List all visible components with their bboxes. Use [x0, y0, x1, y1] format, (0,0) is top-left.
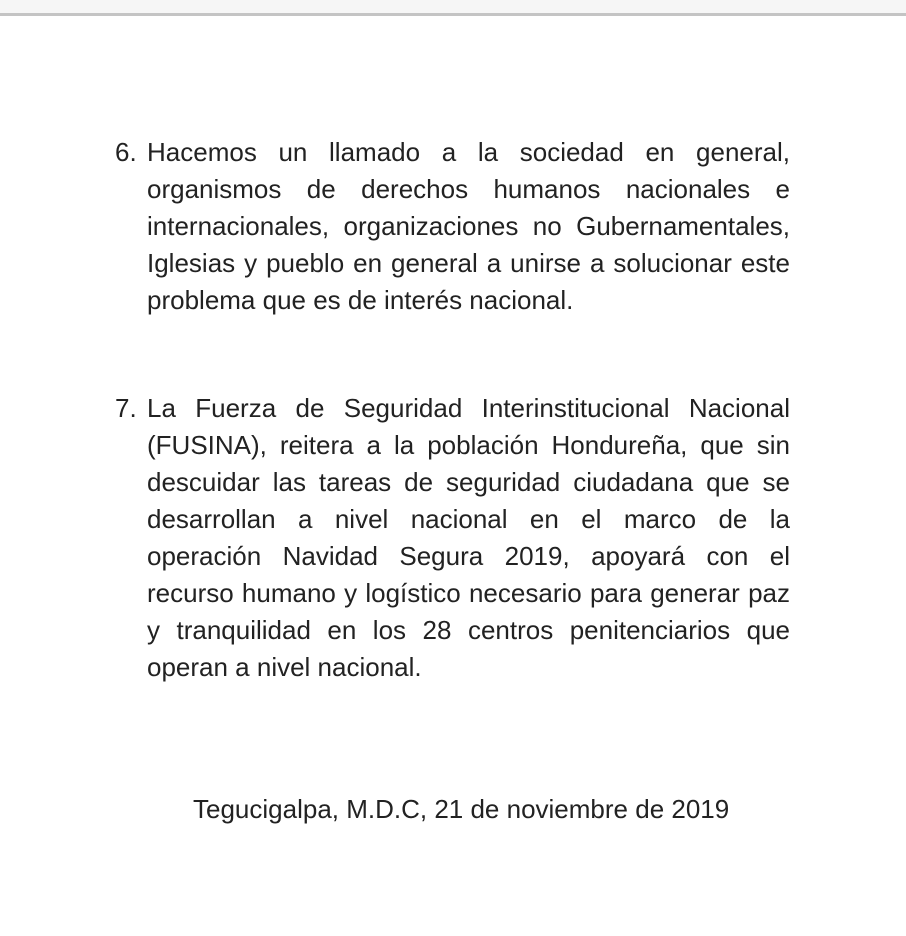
- numbered-paragraph-7: [115, 390, 790, 686]
- numbered-paragraph-6: [115, 134, 790, 319]
- document-page: [0, 16, 906, 936]
- place-and-date: Tegucigalpa, M.D.C, 21 de noviembre de 2019: [193, 794, 730, 824]
- viewer-top-bar: [0, 0, 906, 13]
- paragraph-text: La Fuerza de Seguridad Interinstitucional Nacional (FUSINA), reitera a la población Hondureña, que sin descuidar las tareas de seguridad ciudadana que se desarrollan a nivel nacional en el marco de la operación Navidad Segura 2019, apoyará con el recurso humano y logístico necesario para generar paz y tranquilidad en los 28 centros penitenciarios que operan a nivel nacional.: [147, 393, 790, 682]
- paragraph-number: 7.: [115, 393, 137, 423]
- paragraph-number: 6.: [115, 137, 137, 167]
- paragraph-text: Hacemos un llamado a la sociedad en general, organismos de derechos humanos nacionales e internacionales, organizaciones no Gubernamentales, Iglesias y pueblo en general a unirse a solucionar este problema que es de interés nacional.: [147, 137, 790, 315]
